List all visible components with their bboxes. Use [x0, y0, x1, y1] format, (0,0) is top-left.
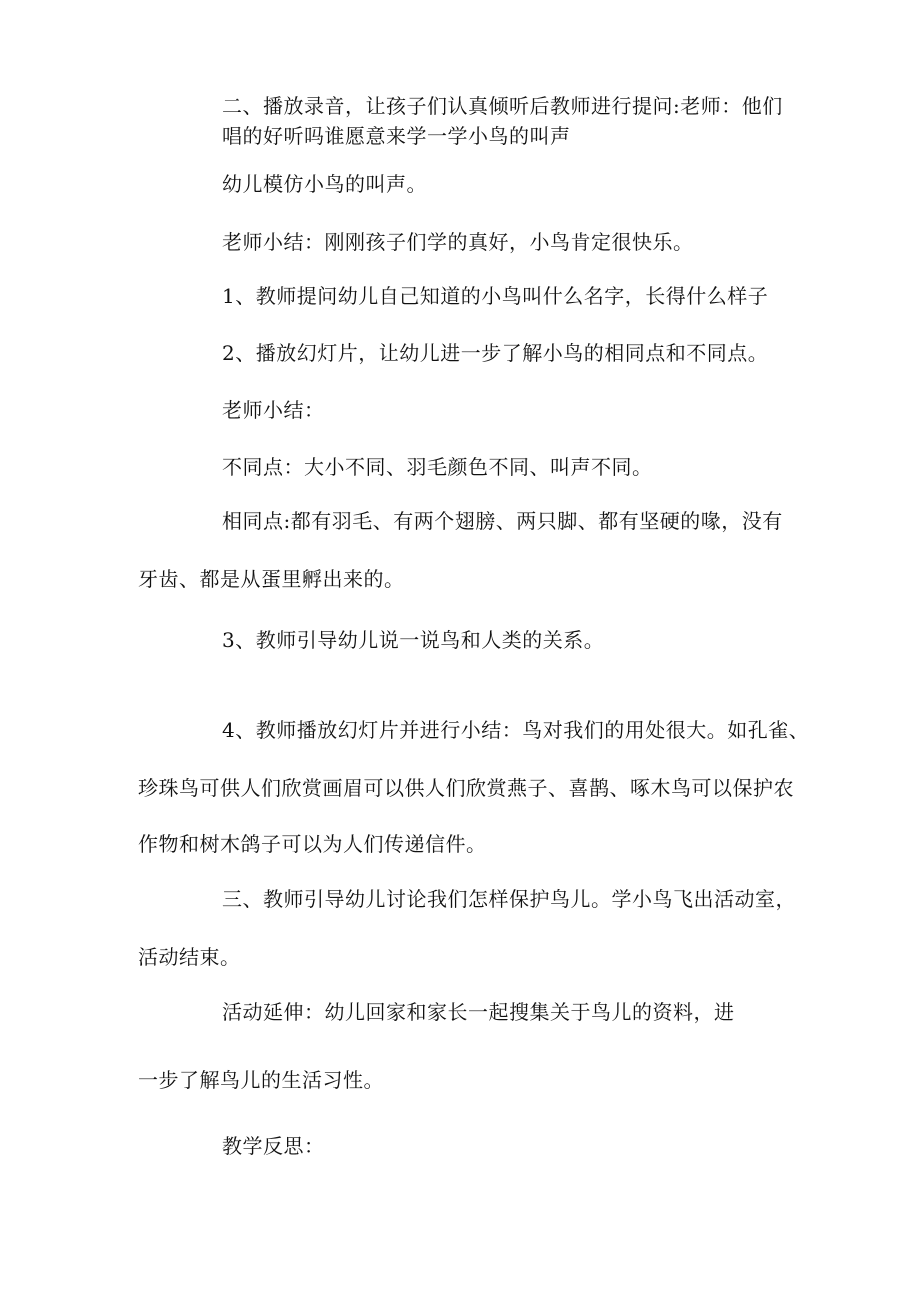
paragraph-line: 4、教师播放幻灯片并进行小结：鸟对我们的用处很大。如孔雀、 [222, 718, 810, 742]
paragraph-line: 活动延伸：幼儿回家和家长一起搜集关于鸟儿的资料，进 [222, 1000, 735, 1024]
paragraph-line: 相同点:都有羽毛、有两个翅膀、两只脚、都有坚硬的喙，没有 [222, 509, 783, 533]
paragraph-line: 活动结束。 [138, 945, 241, 969]
paragraph-line: 幼儿模仿小鸟的叫声。 [222, 172, 427, 196]
paragraph-line: 唱的好听吗谁愿意来学一学小鸟的叫声 [222, 124, 571, 148]
paragraph-line: 教学反思： [222, 1134, 325, 1158]
paragraph-line: 一步了解鸟儿的生活习性。 [138, 1068, 384, 1092]
paragraph-line: 作物和树木鸽子可以为人们传递信件。 [138, 832, 487, 856]
paragraph-line: 老师小结：刚刚孩子们学的真好，小鸟肯定很快乐。 [222, 230, 694, 254]
paragraph-line: 老师小结： [222, 398, 325, 422]
paragraph-line: 三、教师引导幼儿讨论我们怎样保护鸟儿。学小鸟飞出活动室， [222, 887, 796, 911]
paragraph-line: 1、教师提问幼儿自己知道的小鸟叫什么名字，长得什么样子 [222, 284, 769, 308]
paragraph-line: 不同点：大小不同、羽毛颜色不同、叫声不同。 [222, 455, 653, 479]
paragraph-line: 二、播放录音，让孩子们认真倾听后教师进行提问:老师：他们 [222, 94, 783, 118]
paragraph-line: 珍珠鸟可供人们欣赏画眉可以供人们欣赏燕子、喜鹊、啄木鸟可以保护农 [138, 776, 794, 800]
paragraph-line: 牙齿、都是从蛋里孵出来的。 [138, 567, 405, 591]
paragraph-line: 3、教师引导幼儿说一说鸟和人类的关系。 [222, 628, 605, 652]
paragraph-line: 2、播放幻灯片，让幼儿进一步了解小鸟的相同点和不同点。 [222, 341, 769, 365]
